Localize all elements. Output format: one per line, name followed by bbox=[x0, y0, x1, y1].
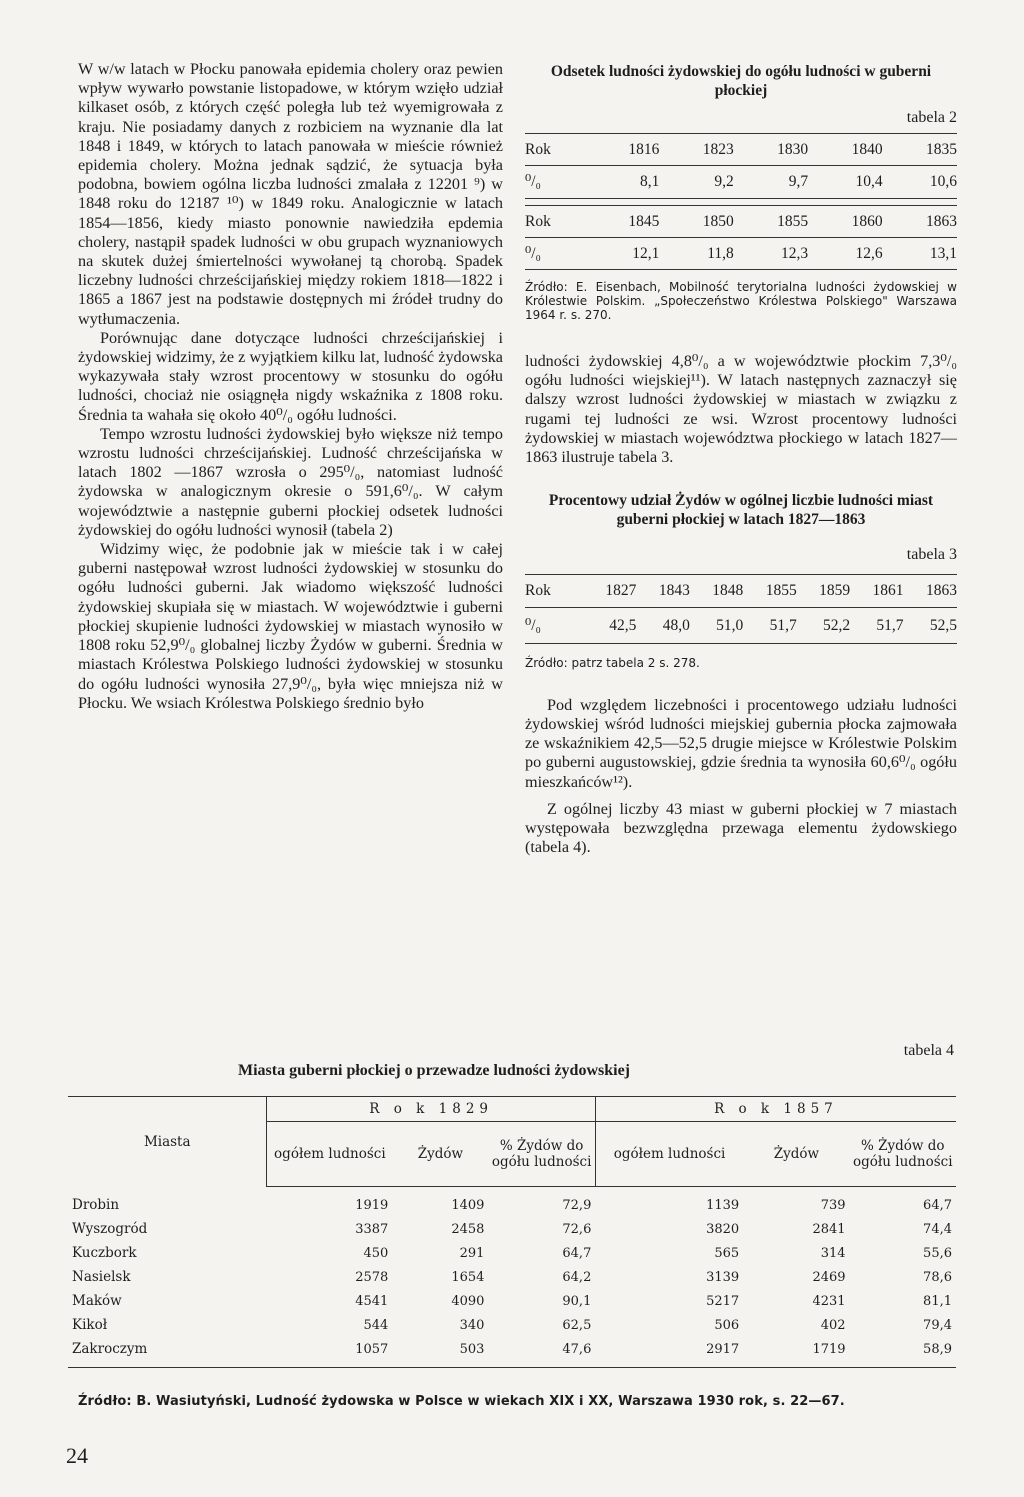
table2-source: Źródło: E. Eisenbach, Mobilność terytorialna ludności żydowskiej w Królestwie Polskim. „Społeczeństwo Królestwa Polskiego" Warszawa 1964 r. s. 270. bbox=[525, 280, 957, 323]
value-cell: 42,5 bbox=[583, 607, 636, 643]
year-cell: 1850 bbox=[659, 205, 733, 237]
city-cell: Zakroczym bbox=[68, 1337, 267, 1368]
table3 bbox=[525, 574, 957, 643]
cell: 4231 bbox=[812, 1293, 846, 1309]
city-cell: Wyszogród bbox=[72, 1221, 148, 1237]
table-row bbox=[68, 1289, 956, 1313]
column-header-jews: Żydów bbox=[743, 1122, 849, 1187]
year-cell: 1863 bbox=[883, 205, 957, 237]
table4 bbox=[68, 1096, 956, 1368]
cell: 64,7 bbox=[562, 1245, 592, 1261]
cell: 2458 bbox=[451, 1221, 485, 1237]
cell: 4090 bbox=[451, 1293, 485, 1309]
left-text-column bbox=[78, 60, 503, 713]
paragraph: W w/w latach w Płocku panowała epidemia cholery oraz pewien wpływ wywarło powstanie listopadowe, w którym wzięło udział kilkaset osób, z których część poległa lub też wyemigrowała z kraju. Nie posiadamy danych z rozbiciem na wyznanie dla lat 1848 i 1849, w których to latach panowała w mieście również epidemia cholery. Można jednak sądzić, że sytuacja była podobna, bowiem ogólna liczba ludności zmalała z 12201 ⁹) w 1848 roku do 12187 ¹⁰) w 1849 roku. Analogicznie w latach 1854—1856, kiedy miasto ponownie nawiedziła epdemia cholery, nastąpił spadek ludności w obu grupach wyznaniowych na skutek dużej śmiertelności wywołanej tą chorobą. Spadek liczebny ludności chrześcijańskiej między rokiem 1818—1822 i 1865 a 1867 jest na podstawie dostępnych mi źródeł trudny do wytłumaczenia. bbox=[78, 60, 503, 328]
cell: 2578 bbox=[355, 1269, 389, 1285]
table-row bbox=[68, 1313, 956, 1337]
value-cell: 8,1 bbox=[585, 166, 659, 198]
cell: 4541 bbox=[355, 1293, 389, 1309]
value-cell: 9,7 bbox=[734, 166, 808, 198]
cell: 2841 bbox=[812, 1221, 846, 1237]
paragraph: Z ogólnej liczby 43 miast w guberni płockiej w 7 miastach występowała bezwzględna przewaga elementu żydowskiego (tabela 4). bbox=[525, 799, 957, 857]
city-cell: Kuczbork bbox=[72, 1245, 137, 1261]
year-cell: 1848 bbox=[690, 575, 743, 607]
cell: 78,6 bbox=[923, 1269, 952, 1285]
cell: 74,4 bbox=[923, 1221, 952, 1237]
value-cell: 10,6 bbox=[883, 166, 957, 198]
column-header-total: ogółem ludności bbox=[267, 1122, 392, 1187]
paragraph: Pod względem liczebności i procentowego udziału ludności żydowskiej wśród ludności miejskiej gubernia płocka zajmowała ze wskaźnikiem 42,5—52,5 drugie miejsce w Królestwie Polskim po guberni augustowskiej, gdzie średnia ta wynosiła 60,6⁰/₀ ogółu mieszkańców¹²). bbox=[525, 695, 957, 791]
column-header-city: Miasta bbox=[68, 1097, 267, 1187]
table-row bbox=[68, 1217, 956, 1241]
year-cell: 1860 bbox=[808, 205, 882, 237]
paragraph: Widzimy więc, że podobnie jak w mieście tak i w całej guberni następował wzrost ludności żydowskiej w stosunku do ogółu ludności guberni. Jak wiadomo większość ludności żydowskiej skupiała się w miastach. W województwie i guberni płockiej skupienie ludności żydowskiej w miastach wynosiło w 1808 roku 52,9⁰/₀ globalnej liczby Żydów w guberni. Średnia w miastach Królestwa Polskiego ludności żydowskiej w stosunku do ogółu ludności wynosiła 27,9⁰/₀, była więc mniejsza niż w Płocku. We wsiach Królestwa Polskiego średnio było bbox=[78, 540, 503, 712]
value-cell: 51,7 bbox=[850, 607, 903, 643]
cell: 314 bbox=[820, 1245, 846, 1261]
value-cell: 48,0 bbox=[636, 607, 689, 643]
city-cell: Kikoł bbox=[72, 1317, 108, 1333]
right-text-column bbox=[525, 62, 957, 857]
table3-title: Procentowy udział Żydów w ogólnej liczbie ludności miast guberni płockiej w latach 1827—1863 bbox=[548, 492, 934, 529]
year-cell: 1859 bbox=[797, 575, 850, 607]
cell: 291 bbox=[459, 1245, 485, 1261]
value-cell: 52,5 bbox=[904, 607, 957, 643]
table-row bbox=[68, 1241, 956, 1265]
year-cell: 1845 bbox=[585, 205, 659, 237]
paragraph: ludności żydowskiej 4,8⁰/₀ a w województwie płockim 7,3⁰/₀ ogółu ludności wiejskiej¹¹). W latach następnych zaznaczył się dalszy wzrost ludności żydowskiej w miastach w związku z rugami tej ludności ze wsi. Wzrost procentowy ludności żydowskiej w miastach województwa płockiego w latach 1827—1863 ilustruje tabela 3. bbox=[525, 352, 957, 467]
table2-title: Odsetek ludności żydowskiej do ogółu ludności w guberni płockiej bbox=[550, 63, 932, 99]
year-cell: 1816 bbox=[585, 134, 659, 166]
cell: 2469 bbox=[812, 1269, 846, 1285]
table4-label: tabela 4 bbox=[903, 1042, 954, 1059]
row-label: Rok bbox=[525, 134, 585, 166]
year-cell: 1855 bbox=[743, 575, 796, 607]
year-cell: 1840 bbox=[808, 134, 882, 166]
cell: 72,9 bbox=[562, 1197, 592, 1213]
cell: 55,6 bbox=[923, 1245, 952, 1261]
value-cell: 12,1 bbox=[585, 237, 659, 269]
cell: 2917 bbox=[595, 1337, 743, 1368]
cell: 402 bbox=[820, 1317, 846, 1333]
table3-label: tabela 3 bbox=[906, 546, 957, 564]
column-header-pct: % Żydów do ogółu ludności bbox=[850, 1122, 956, 1187]
cell: 58,9 bbox=[850, 1337, 956, 1368]
city-cell: Nasielsk bbox=[72, 1269, 131, 1285]
value-cell: 52,2 bbox=[797, 607, 850, 643]
cell: 1057 bbox=[267, 1337, 392, 1368]
value-cell: 12,6 bbox=[808, 237, 882, 269]
cell: 565 bbox=[714, 1245, 740, 1261]
table2-label: tabela 2 bbox=[906, 109, 957, 126]
cell: 1719 bbox=[743, 1337, 849, 1368]
cell: 3139 bbox=[706, 1269, 740, 1285]
table-row bbox=[68, 1337, 956, 1368]
cell: 64,7 bbox=[923, 1197, 952, 1213]
cell: 3820 bbox=[706, 1221, 740, 1237]
table-row bbox=[68, 1265, 956, 1289]
row-label: Rok bbox=[525, 205, 585, 237]
value-cell: 12,3 bbox=[734, 237, 808, 269]
year-cell: 1855 bbox=[734, 205, 808, 237]
paragraph: Porównując dane dotyczące ludności chrześcijańskiej i żydowskiej widzimy, że z wyjątkiem kilku lat, ludność żydowska wykazywała stały wzrost procentowy w stosunku do ogółu ludności, chociaż nie osiągnęła nigdy wskaźnika z 1808 roku. Średnia ta wahała się około 40⁰/₀ ogółu ludności. bbox=[78, 328, 503, 424]
row-label: Rok bbox=[525, 575, 583, 607]
row-label: ⁰/₀ bbox=[525, 237, 585, 269]
column-header-jews: Żydów bbox=[392, 1122, 488, 1187]
cell: 1654 bbox=[451, 1269, 485, 1285]
column-header-total: ogółem ludności bbox=[595, 1122, 743, 1187]
cell: 72,6 bbox=[562, 1221, 592, 1237]
row-label: ⁰/₀ bbox=[525, 166, 585, 198]
year-cell: 1861 bbox=[850, 575, 903, 607]
paragraph: Tempo wzrostu ludności żydowskiej było większe niż tempo wzrostu ludności chrześcijańskiej. Ludność chrześcijańska w latach 1802 —1867 wzrosła o 295⁰/₀, natomiast ludność żydowska w analogicznym okresie o 591,6⁰/₀. W całym województwie a następnie guberni płockiej odsetek ludności żydowskiej do ogółu ludności wynosił (tabela 2) bbox=[78, 424, 503, 539]
cell: 90,1 bbox=[562, 1293, 592, 1309]
cell: 503 bbox=[392, 1337, 488, 1368]
year-cell: 1830 bbox=[734, 134, 808, 166]
value-cell: 51,7 bbox=[743, 607, 796, 643]
cell: 62,5 bbox=[562, 1317, 592, 1333]
year-cell: 1827 bbox=[583, 575, 636, 607]
table-row bbox=[68, 1187, 956, 1218]
value-cell: 10,4 bbox=[808, 166, 882, 198]
city-cell: Drobin bbox=[72, 1196, 120, 1213]
row-label: ⁰/₀ bbox=[525, 607, 583, 643]
year-cell: 1843 bbox=[636, 575, 689, 607]
cell: 544 bbox=[363, 1317, 389, 1333]
table3-source: Źródło: patrz tabela 2 s. 278. bbox=[525, 655, 700, 670]
cell: 1409 bbox=[451, 1197, 485, 1213]
value-cell: 11,8 bbox=[659, 237, 733, 269]
cell: 340 bbox=[459, 1317, 485, 1333]
cell: 81,1 bbox=[923, 1293, 952, 1309]
cell: 64,2 bbox=[562, 1269, 592, 1285]
value-cell: 9,2 bbox=[659, 166, 733, 198]
table4-source: Źródło: B. Wasiutyński, Ludność żydowska w Polsce w wiekach XIX i XX, Warszawa 1930 rok, s. 22—67. bbox=[78, 1394, 845, 1409]
page-number: 24 bbox=[66, 1443, 88, 1468]
cell: 739 bbox=[820, 1197, 846, 1213]
year-cell: 1823 bbox=[659, 134, 733, 166]
cell: 1919 bbox=[355, 1197, 389, 1213]
table4-title: Miasta guberni płockiej o przewadze ludności żydowskiej bbox=[238, 1062, 630, 1079]
cell: 450 bbox=[363, 1245, 389, 1261]
city-cell: Maków bbox=[72, 1293, 122, 1309]
column-header-year-1857: R o k 1857 bbox=[595, 1097, 956, 1122]
cell: 47,6 bbox=[488, 1337, 595, 1368]
cell: 79,4 bbox=[923, 1317, 952, 1333]
column-header-pct: % Żydów do ogółu ludności bbox=[488, 1122, 595, 1187]
cell: 3387 bbox=[355, 1221, 389, 1237]
value-cell: 51,0 bbox=[690, 607, 743, 643]
cell: 1139 bbox=[706, 1197, 740, 1213]
year-cell: 1863 bbox=[904, 575, 957, 607]
value-cell: 13,1 bbox=[883, 237, 957, 269]
column-header-year-1829: R o k 1829 bbox=[267, 1097, 595, 1122]
cell: 506 bbox=[714, 1317, 740, 1333]
year-cell: 1835 bbox=[883, 134, 957, 166]
table2 bbox=[525, 133, 957, 270]
cell: 5217 bbox=[706, 1293, 740, 1309]
